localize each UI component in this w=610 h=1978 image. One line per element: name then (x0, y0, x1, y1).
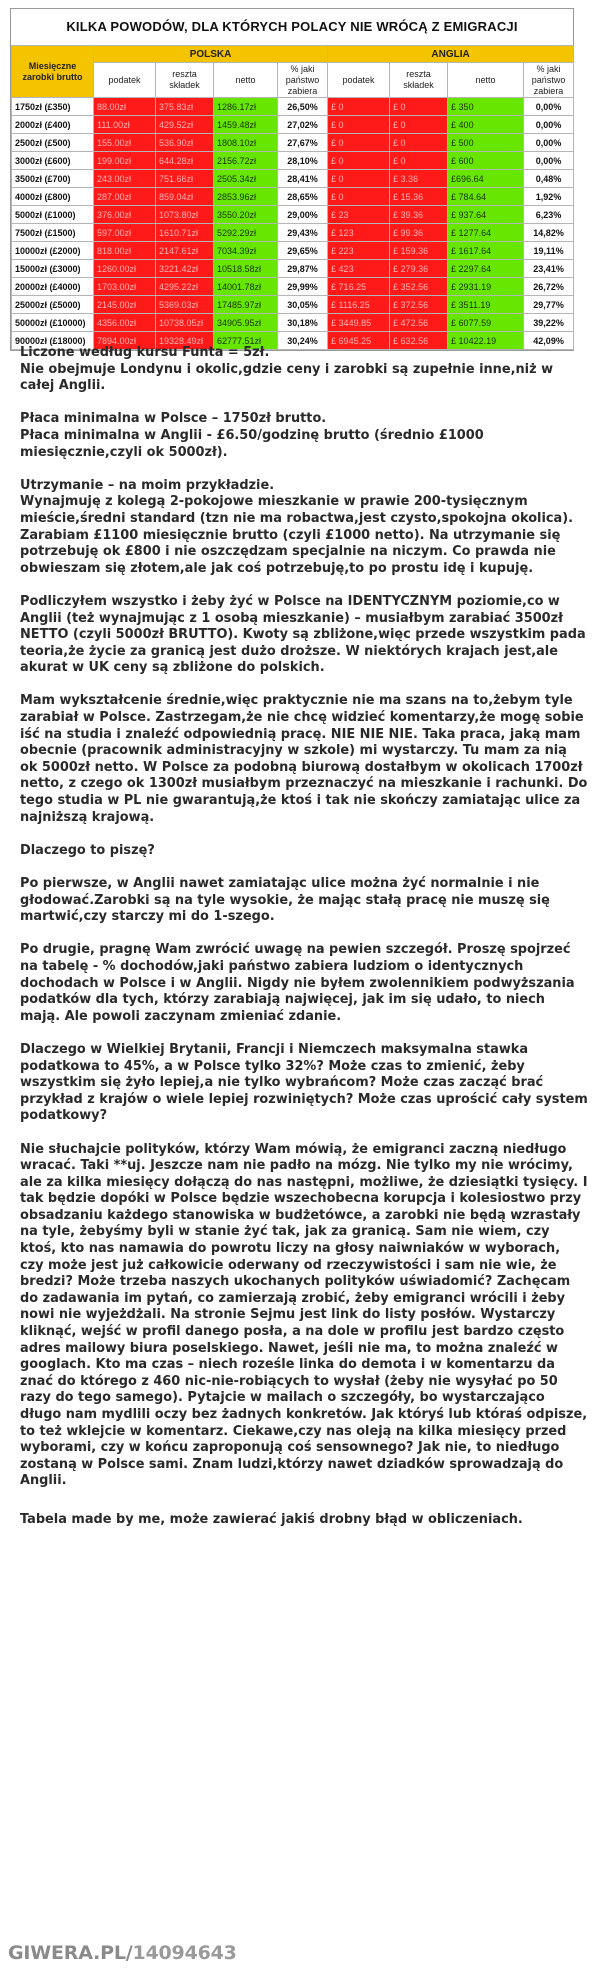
brutto-cell: 25000zł (£5000) (12, 296, 94, 314)
value-cell: £696.64 (448, 170, 524, 188)
value-cell: 1459.48zł (214, 116, 278, 134)
brutto-cell: 7500zł (£1500) (12, 224, 94, 242)
value-cell: £ 0 (390, 116, 448, 134)
value-cell: 30,05% (278, 296, 328, 314)
value-cell: 29,77% (524, 296, 574, 314)
value-cell: 0,00% (524, 98, 574, 116)
table-row (12, 296, 574, 314)
value-cell: 2853.96zł (214, 188, 278, 206)
value-cell: £ 10422.19 (448, 332, 524, 350)
value-cell: 751.66zł (156, 170, 214, 188)
table-row (12, 260, 574, 278)
value-cell: £ 3.36 (390, 170, 448, 188)
value-cell: £ 600 (448, 152, 524, 170)
value-cell: 1808.10zł (214, 134, 278, 152)
value-cell: 39,22% (524, 314, 574, 332)
value-cell: 0,48% (524, 170, 574, 188)
value-cell: £ 1277.64 (448, 224, 524, 242)
value-cell: 1610.71zł (156, 224, 214, 242)
value-cell: £ 784.64 (448, 188, 524, 206)
value-cell: £ 500 (448, 134, 524, 152)
value-cell: £ 279.36 (390, 260, 448, 278)
value-cell: 5292.29zł (214, 224, 278, 242)
col-header: netto (448, 63, 524, 98)
value-cell: 5369.03zł (156, 296, 214, 314)
value-cell: 2505.34zł (214, 170, 278, 188)
value-cell: 62777.51zł (214, 332, 278, 350)
watermark-number: 14094643 (132, 1942, 237, 1964)
value-cell: 429.52zł (156, 116, 214, 134)
value-cell: 27,67% (278, 134, 328, 152)
value-cell: 4356.00zł (94, 314, 156, 332)
anglia-header: ANGLIA (328, 46, 574, 63)
brutto-cell: 2000zł (£400) (12, 116, 94, 134)
value-cell: £ 23 (328, 206, 390, 224)
brutto-cell: 3000zł (£600) (12, 152, 94, 170)
value-cell: 376.00zł (94, 206, 156, 224)
col-header: reszta składek (156, 63, 214, 98)
value-cell: £ 1116.25 (328, 296, 390, 314)
value-cell: 30,18% (278, 314, 328, 332)
value-cell: 28,10% (278, 152, 328, 170)
table-row (12, 152, 574, 170)
col-header: podatek (94, 63, 156, 98)
brutto-cell: 90000zł (£18000) (12, 332, 94, 350)
paragraph: Płaca minimalna w Polsce – 1750zł brutto. Płaca minimalna w Anglii - £6.50/godzinę brutto (średnio £1000 miesięcznie,czyli ok 5000zł). (20, 411, 484, 460)
value-cell: £ 39.36 (390, 206, 448, 224)
value-cell: 19328.49zł (156, 332, 214, 350)
paragraph: Po pierwsze, w Anglii nawet zamiatając ulice można żyć normalnie i nie głodować.Zarobki są na tyle wysokie, że mając stałą pracę nie muszę się martwić,czy starczy mi do 1-szego. (20, 876, 550, 925)
value-cell: 597.00zł (94, 224, 156, 242)
value-cell: 199.00zł (94, 152, 156, 170)
brutto-cell: 15000zł (£3000) (12, 260, 94, 278)
value-cell: 4295.22zł (156, 278, 214, 296)
table-row (12, 170, 574, 188)
paragraph: Nie słuchajcie polityków, którzy Wam mówią, że emigranci zaczną niedługo wracać. Taki **uj. Jeszcze nam nie padło na mózg. Nie tylko my nie wrócimy, ale za kilka miesięcy dołączą do nas następni, możliwe, że dziesiątki tysięcy. I tak będzie dopóki w Polsce będzie wszechobecna korupcja i kolesiostwo przy obsadzaniu każdego stanowiska w budżetówce, a zarobki nie będą wzrastały na tyle, żebyśmy byli w stanie żyć tak, jak za granicą. Sam nie wiem, czy ktoś, kto nas namawia do powrotu liczy na głosy naiwniaków w wyborach, czy może jest już całkowicie oderwany od rzeczywistości i sam nie wie, że bredzi? Może trzeba naszych ukochanych polityków uświadomić? Zachęcam do zadawania im pytań, co zamierzają zrobić, żeby emigranci wrócili i żeby nowi nie wyjeżdżali. Na stronie Sejmu jest link do listy posłów. Wystarczy kliknąć, wejść w profil danego posła, a na dole w profilu jest bardzo często adres mailowy biura poselskiego. Nawet, jeśli nie ma, to można znaleźć w googlach. Kto ma czas – niech roześle linka do demota i w komentarzu da znać do którego z 460 nic-nie-robiących to wysłał (żeby nie wysyłać po 50 razy do tego samego). Pytajcie w mailach o szczegóły, bo wystarczająco długo nam mydlili oczy bez żadnych konkretów. Jak któryś lub któraś odpisze, to też wklejcie w komentarz. Ciekawe,czy nas oleją na kilka miesięcy przed wyborami, czy w końcu zaproponują coś sensownego? Jak nie, to niedługo zostaną w Polsce sami. Znam ludzi,którzy nawet dziadków sprowadzają do Anglii. (20, 1141, 588, 1489)
col-header: podatek (328, 63, 390, 98)
table-body (12, 98, 574, 350)
value-cell: 3221.42zł (156, 260, 214, 278)
brutto-cell: 2500zł (£500) (12, 134, 94, 152)
tax-comparison-table (10, 8, 574, 351)
brutto-cell: 20000zł (£4000) (12, 278, 94, 296)
value-cell: £ 352.56 (390, 278, 448, 296)
value-cell: 644.28zł (156, 152, 214, 170)
value-cell: £ 632.56 (390, 332, 448, 350)
value-cell: 29,65% (278, 242, 328, 260)
paragraph: Po drugie, pragnę Wam zwrócić uwagę na pewien szczegół. Proszę spojrzeć na tabelę - % dochodów,jaki państwo zabiera ludziom o identycznych dochodach w Polsce i w Anglii. Nigdy nie byłem zwolennikiem podwyższania podatków dla tych, którzy zarabiają najwięcej, jak im się udało, to niech mają. Ale powoli zaczynam zmieniać zdanie. (20, 942, 575, 1024)
value-cell: 6,23% (524, 206, 574, 224)
value-cell: 0,00% (524, 116, 574, 134)
value-cell: 1260.00zł (94, 260, 156, 278)
brutto-cell: 5000zł (£1000) (12, 206, 94, 224)
value-cell: 1703.00zł (94, 278, 156, 296)
value-cell: £ 0 (390, 152, 448, 170)
value-cell: 155.00zł (94, 134, 156, 152)
table-row (12, 116, 574, 134)
value-cell: 375.83zł (156, 98, 214, 116)
value-cell: 29,87% (278, 260, 328, 278)
value-cell: 42,09% (524, 332, 574, 350)
table-row (12, 134, 574, 152)
label-header: Miesięczne zarobki brutto (12, 46, 94, 98)
value-cell: 287.00zł (94, 188, 156, 206)
value-cell: 88.00zł (94, 98, 156, 116)
value-cell: £ 159.36 (390, 242, 448, 260)
brutto-cell: 1750zł (£350) (12, 98, 94, 116)
brutto-cell: 3500zł (£700) (12, 170, 94, 188)
value-cell: £ 0 (328, 116, 390, 134)
value-cell: 23,41% (524, 260, 574, 278)
value-cell: 818.00zł (94, 242, 156, 260)
value-cell: £ 400 (448, 116, 524, 134)
value-cell: 19,11% (524, 242, 574, 260)
value-cell: 28,41% (278, 170, 328, 188)
value-cell: 14,82% (524, 224, 574, 242)
value-cell: 10738.05zł (156, 314, 214, 332)
value-cell: 17485.97zł (214, 296, 278, 314)
value-cell: 1286.17zł (214, 98, 278, 116)
value-cell: £ 3511.19 (448, 296, 524, 314)
value-cell: £ 0 (390, 134, 448, 152)
brutto-cell: 4000zł (£800) (12, 188, 94, 206)
value-cell: £ 1617.64 (448, 242, 524, 260)
value-cell: £ 223 (328, 242, 390, 260)
col-header: reszta składek (390, 63, 448, 98)
value-cell: £ 372.56 (390, 296, 448, 314)
value-cell: 2147.61zł (156, 242, 214, 260)
col-header: netto (214, 63, 278, 98)
value-cell: £ 0 (328, 188, 390, 206)
table-row (12, 314, 574, 332)
value-cell: 30,24% (278, 332, 328, 350)
value-cell: 2156.72zł (214, 152, 278, 170)
value-cell: 34905.95zł (214, 314, 278, 332)
brutto-cell: 10000zł (£2000) (12, 242, 94, 260)
value-cell: 26,50% (278, 98, 328, 116)
value-cell: £ 6077.59 (448, 314, 524, 332)
paragraph: Podliczyłem wszystko i żeby żyć w Polsce na IDENTYCZNYM poziomie,co w Anglii (też wynajmując z 1 osobą mieszkanie) – musiałbym zarabiać 3500zł NETTO (czyli 5000zł BRUTTO). Kwoty są zbliżone,więc przede wszystkim pada teoria,że życie za granicą jest dużo droższe. W niektórych krajach jest,ale akurat w UK ceny są zbliżone do polskich. (20, 593, 586, 676)
value-cell: 0,00% (524, 152, 574, 170)
table-row (12, 242, 574, 260)
table-title: KILKA POWODÓW, DLA KTÓRYCH POLACY NIE WRÓCĄ Z EMIGRACJI (66, 19, 518, 34)
watermark (8, 1942, 237, 1964)
value-cell: 859.04zł (156, 188, 214, 206)
table-row (12, 278, 574, 296)
value-cell: 28,65% (278, 188, 328, 206)
value-cell: £ 0 (328, 98, 390, 116)
value-cell: £ 0 (328, 170, 390, 188)
value-cell: £ 350 (448, 98, 524, 116)
value-cell: £ 2297.64 (448, 260, 524, 278)
value-cell: £ 0 (328, 134, 390, 152)
brutto-cell: 50000zł (£10000) (12, 314, 94, 332)
value-cell: 14001.78zł (214, 278, 278, 296)
value-cell: £ 937.64 (448, 206, 524, 224)
paragraph: Dlaczego w Wielkiej Brytanii, Francji i Niemczech maksymalna stawka podatkowa to 45%, a w Polsce tylko 32%? Może czas to zmienić, żeby wszystkim się żyło lepiej,a nie tylko wybrańcom? Może czas zacząć brać przykład z krajów o wiele lepiej rozwiniętych? Może czas uprościć cały system podatkowy? (20, 1041, 588, 1124)
value-cell: 3550.20zł (214, 206, 278, 224)
value-cell: £ 472.56 (390, 314, 448, 332)
col-header: % jaki państwo zabiera (524, 63, 574, 98)
paragraph: Liczone według kursu Funta = 5zł. Nie obejmuje Londynu i okolic,gdzie ceny i zarobki są zupełnie inne,niż w całej Anglii. (20, 345, 553, 394)
value-cell: £ 123 (328, 224, 390, 242)
value-cell: 7894.00zł (94, 332, 156, 350)
value-cell: 10518.58zł (214, 260, 278, 278)
value-cell: £ 716.25 (328, 278, 390, 296)
value-cell: £ 423 (328, 260, 390, 278)
value-cell: £ 0 (390, 98, 448, 116)
polska-header: POLSKA (94, 46, 328, 63)
value-cell: 29,99% (278, 278, 328, 296)
value-cell: £ 0 (328, 152, 390, 170)
paragraph: Dlaczego to piszę? (20, 842, 155, 858)
column-headers (12, 63, 574, 98)
value-cell: 1,92% (524, 188, 574, 206)
watermark-site: GIWERA.PL/ (8, 1942, 133, 1964)
value-cell: 29,00% (278, 206, 328, 224)
value-cell: 536.90zł (156, 134, 214, 152)
table-row (12, 224, 574, 242)
table-row (12, 188, 574, 206)
value-cell: £ 15.36 (390, 188, 448, 206)
value-cell: 27,02% (278, 116, 328, 134)
value-cell: 29,43% (278, 224, 328, 242)
value-cell: 0,00% (524, 134, 574, 152)
table-row (12, 98, 574, 116)
value-cell: £ 99.36 (390, 224, 448, 242)
value-cell: 7034.39zł (214, 242, 278, 260)
article-text (20, 345, 588, 1545)
value-cell: 1073.80zł (156, 206, 214, 224)
value-cell: £ 2931.19 (448, 278, 524, 296)
paragraph: Tabela made by me, może zawierać jakiś drobny błąd w obliczeniach. (20, 1511, 523, 1527)
col-header: % jaki państwo zabiera (278, 63, 328, 98)
value-cell: £ 6945.25 (328, 332, 390, 350)
value-cell: 2145.00zł (94, 296, 156, 314)
table-row (12, 206, 574, 224)
value-cell: 243.00zł (94, 170, 156, 188)
value-cell: 111.00zł (94, 116, 156, 134)
value-cell: 26,72% (524, 278, 574, 296)
paragraph: Utrzymanie – na moim przykładzie. Wynajmuję z kolegą 2-pokojowe mieszkanie w prawie 200-tysięcznym mieście,średni standard (tzn nie ma robactwa,jest czysto,spokojna okolica). Zarabiam £1100 miesięcznie brutto (czyli £1000 netto). Na utrzymanie się potrzebuję ok £800 i nie oszczędzam specjalnie na niczym. Co prawda nie obwieszam się złotem,ale jak coś potrzebuję,to po prostu idę i kupuję. (20, 477, 574, 576)
paragraph: Mam wykształcenie średnie,więc praktycznie nie ma szans na to,żebym tyle zarabiał w Polsce. Zastrzegam,że nie chcę widzieć komentarzy,że mogę sobie iść na studia i znaleźć odpowiednią pracę. NIE NIE NIE. Taka praca, jaką mam obecnie (pracownik administracyjny w szkole) mi wystarczy. Tu mam za nią ok 5000zł netto. W Polsce za podobną biurową dostałbym w okolicach 1700zł netto, z czego ok 1300zł musiałbym przeznaczyć na mieszkanie i rachunki. Do tego studia w PL nie gwarantują,że ktoś i tak nie skończy zamiatając ulice za najniższą krajową. (20, 693, 588, 825)
value-cell: £ 3449.85 (328, 314, 390, 332)
tax-table (11, 45, 574, 350)
